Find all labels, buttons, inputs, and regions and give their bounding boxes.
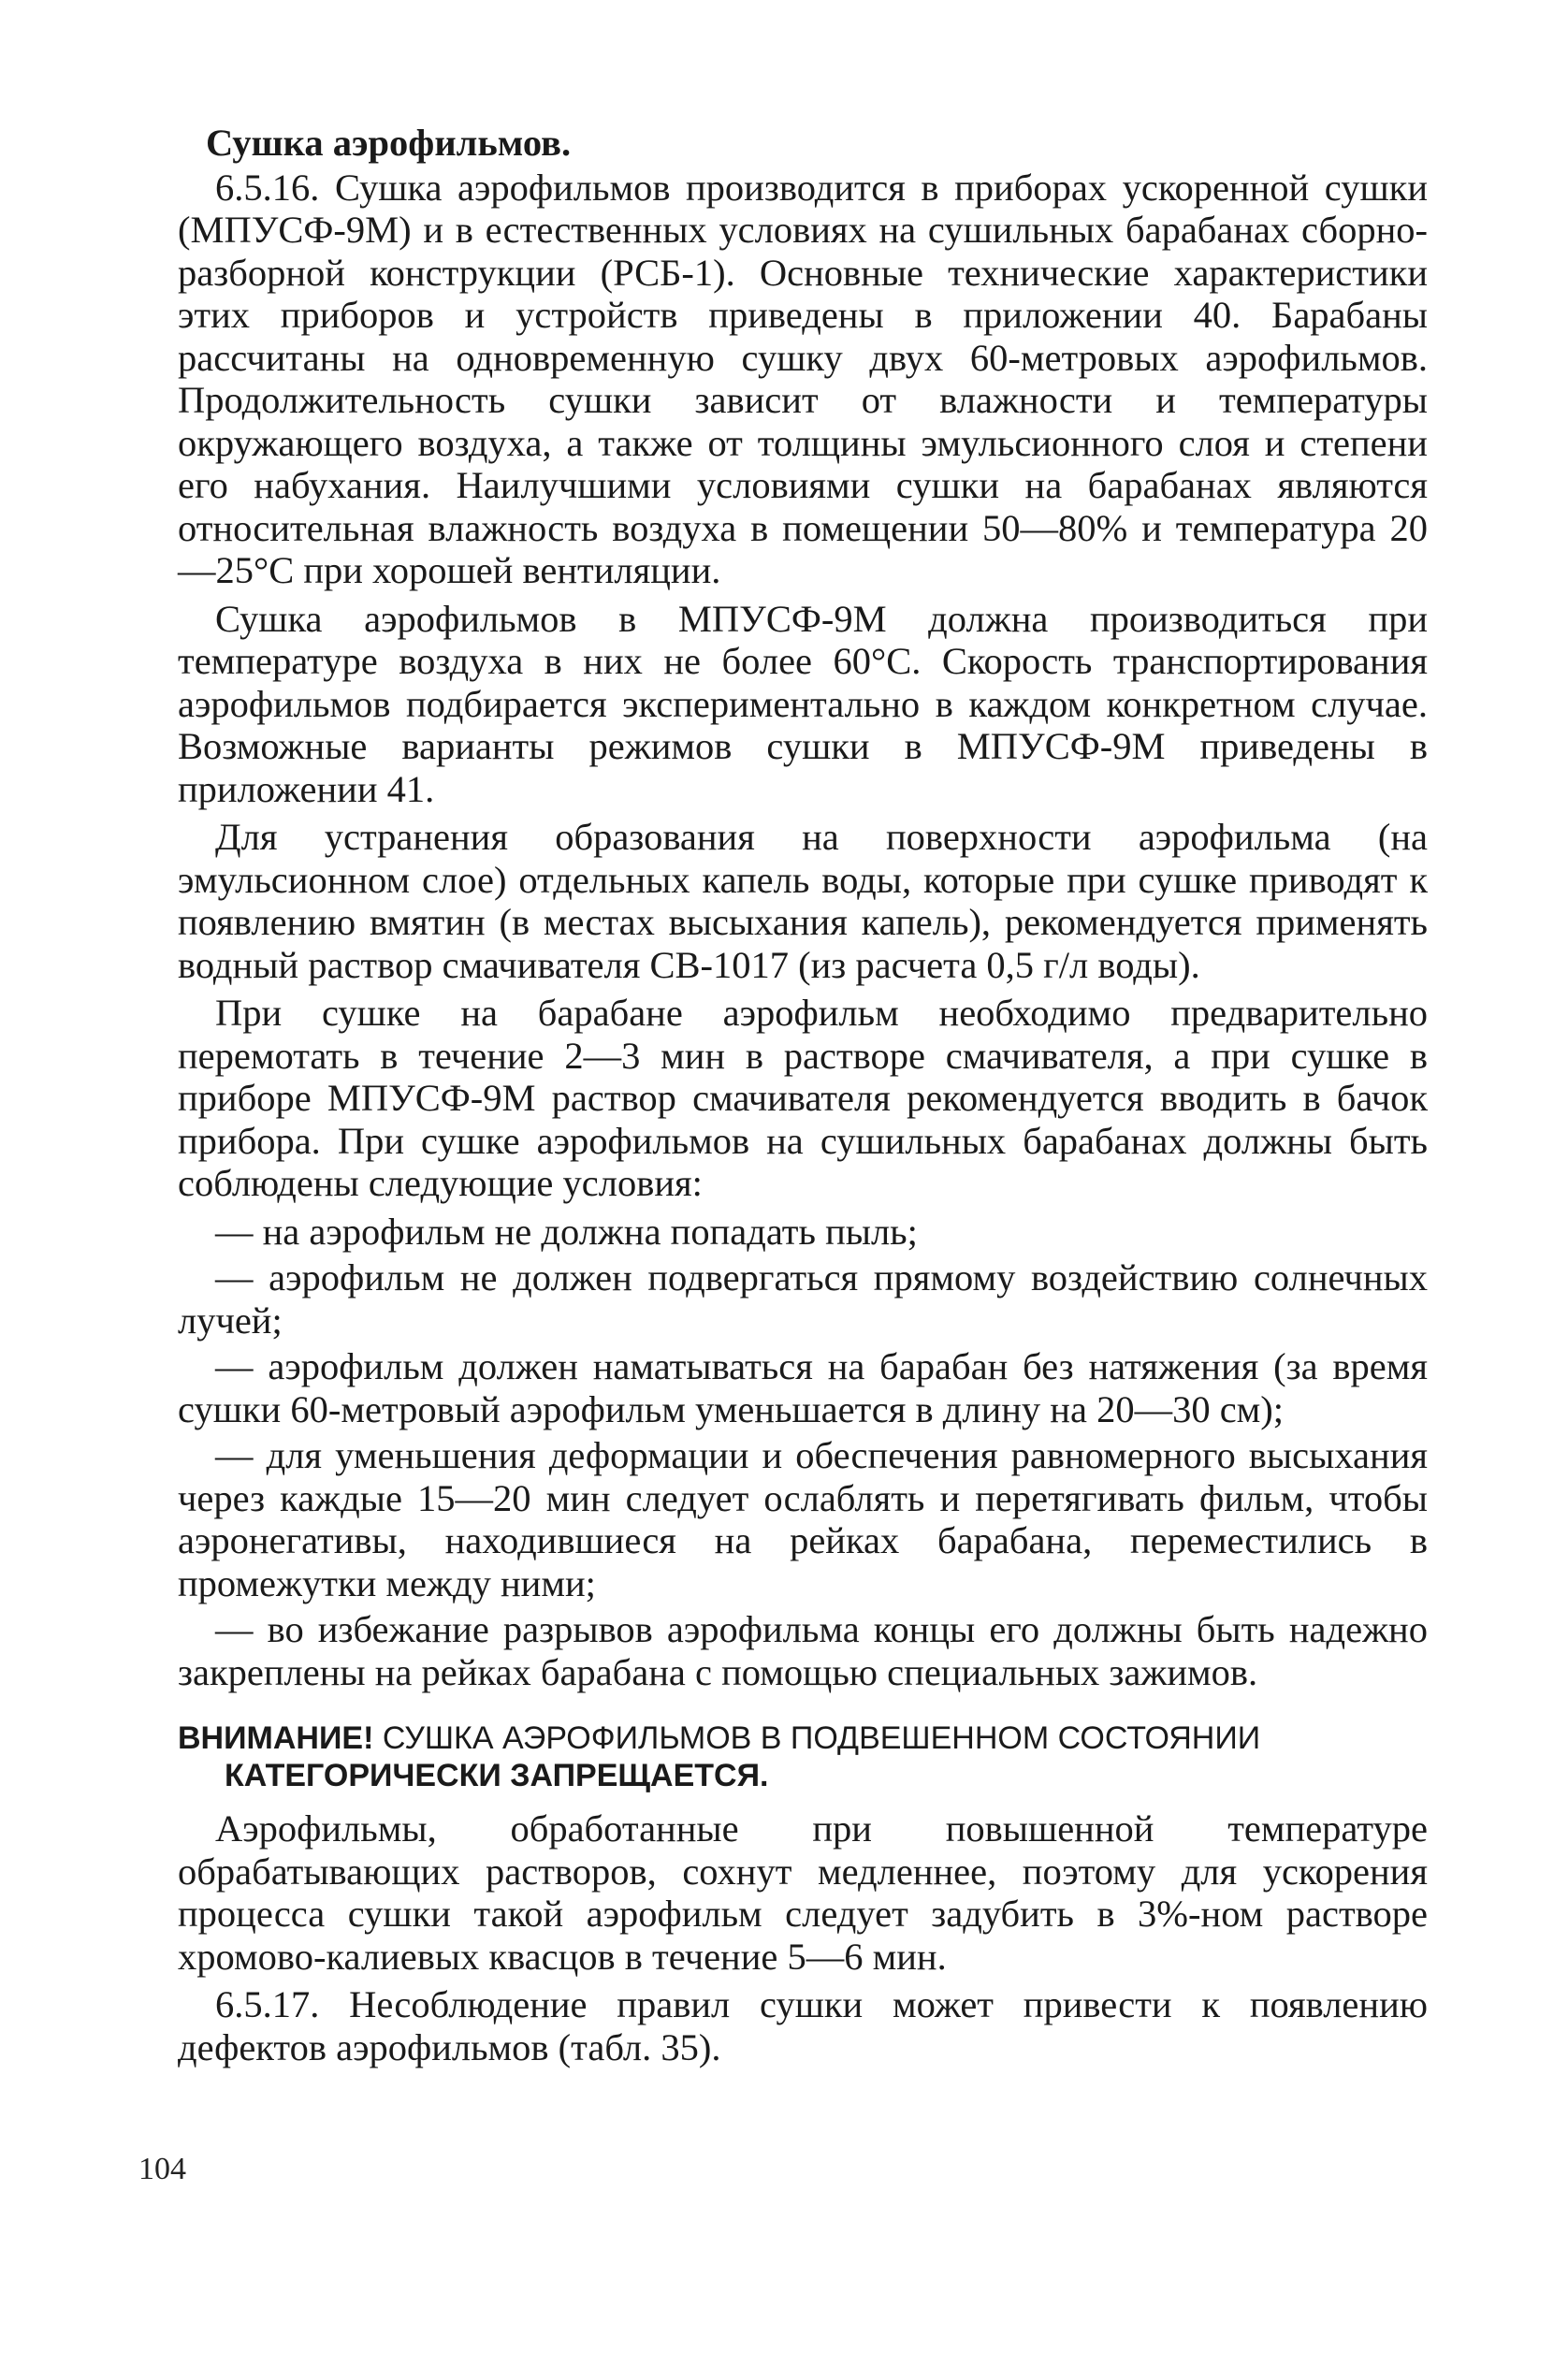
warning-label: ВНИМАНИЕ! — [178, 1720, 374, 1756]
paragraph-6-5-17: 6.5.17. Несоблюдение правил сушки может привести к появлению дефектов аэрофильмов (табл. 35). — [178, 1983, 1428, 2068]
list-item: — для уменьшения деформации и обеспечения равномерного высыхания через каждые 15—20 мин следует ослаблять и перетягивать фильм, чтобы аэронегативы, находившиеся на рейках барабана, переместились в промежутки между ними; — [178, 1434, 1428, 1604]
warning-notice — [178, 1719, 1428, 1794]
paragraph-wetting-agent: Для устранения образования на поверхности аэрофильма (на эмульсионном слое) отдельных капель воды, которые при сушке приводят к появлению вмятин (в местах высыхания капель), рекомендуется применять водный раствор смачивателя СВ-1017 (из расчета 0,5 г/л воды). — [178, 816, 1428, 986]
list-item: — на аэрофильм не должна попадать пыль; — [215, 1210, 918, 1253]
paragraph-6-5-16: 6.5.16. Сушка аэрофильмов производится в приборах ускоренной сушки (МПУСФ-9М) и в естественных условиях на сушильных барабанах сборно-разборной конструкции (РСБ-1). Основные технические характеристики этих приборов и устройств приведены в приложении 40. Барабаны рассчитаны на одновременную сушку двух 60-метровых аэрофильмов. Продолжительность сушки зависит от влажности и температуры окружающего воздуха, а также от толщины эмульсионного слоя и степени его набухания. Наилучшими условиями сушки на барабанах являются относительная влажность воздуха в помещении 50—80% и температура 20—25°С при хорошей вентиляции. — [178, 166, 1428, 591]
conditions-list — [178, 1211, 1428, 1694]
warning-text: СУШКА АЭРОФИЛЬМОВ В ПОДВЕШЕННОМ СОСТОЯНИИ — [382, 1720, 1261, 1756]
section-heading: Сушка аэрофильмов. — [206, 122, 572, 164]
paragraph-tanning: Аэрофильмы, обработанные при повышенной температуре обрабатывающих растворов, сохнут медленнее, поэтому для ускорения процесса сушки такой аэрофильм следует задубить в 3%-ном растворе хромово-калиевых квасцов в течение 5—6 мин. — [178, 1807, 1428, 1978]
page-number: 104 — [138, 2152, 186, 2186]
page-body — [178, 122, 1428, 2074]
list-item: — аэрофильм не должен подвергаться прямому воздействию солнечных лучей; — [178, 1256, 1428, 1342]
paragraph-drum-drying: При сушке на барабане аэрофильм необходимо предварительно перемотать в течение 2—3 мин в растворе смачивателя, а при сушке в приборе МПУСФ-9М раствор смачивателя рекомендуется вводить в бачок прибора. При сушке аэрофильмов на сушильных барабанах должны быть соблюдены следующие условия: — [178, 992, 1428, 1204]
list-item: — аэрофильм должен наматываться на барабан без натяжения (за время сушки 60-метровый аэрофильм уменьшается в длину на 20—30 см); — [178, 1345, 1428, 1430]
list-item: — во избежание разрывов аэрофильма концы его должны быть надежно закреплены на рейках барабана с помощью специальных зажимов. — [178, 1608, 1428, 1693]
warning-emphasis: КАТЕГОРИЧЕСКИ ЗАПРЕЩАЕТСЯ. — [225, 1758, 769, 1793]
paragraph-dryer-temperature: Сушка аэрофильмов в МПУСФ-9М должна производиться при температуре воздуха в них не более 60°С. Скорость транспортирования аэрофильмов подбирается экспериментально в каждом конкретном случае. Возможные варианты режимов сушки в МПУСФ-9М приведены в приложении 41. — [178, 597, 1428, 810]
